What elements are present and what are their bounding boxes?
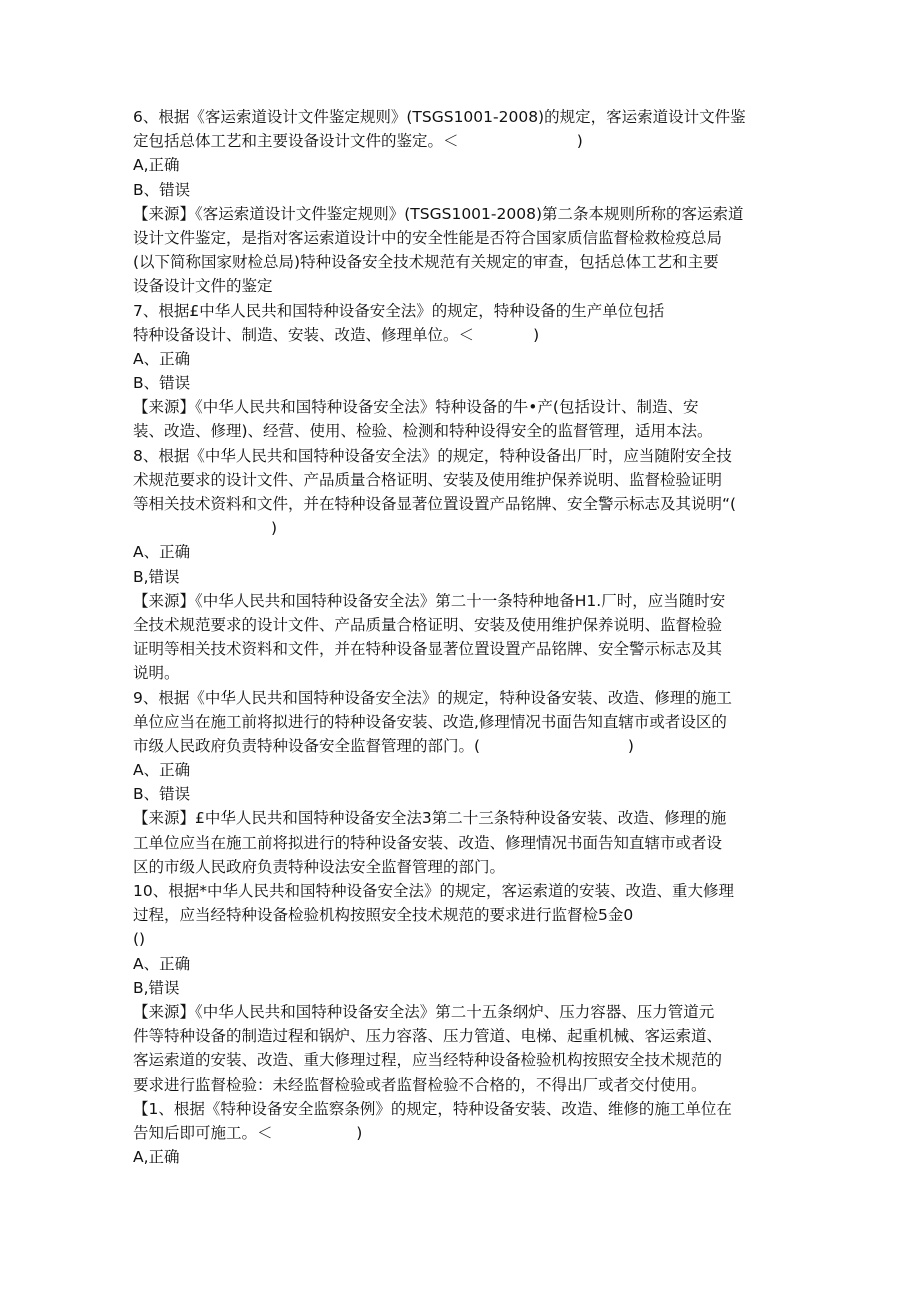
text-line: 过程，应当经特种设备检验机构按照安全技术规范的要求进行监督检5金0 — [133, 906, 634, 925]
text-line: A、正确 — [133, 349, 191, 368]
text-line: (以下简称国家财检总局)特种设备安全技术规范有关规定的审查，包括总体工艺和主要 — [133, 253, 719, 272]
text-line: 7、根据£中华人民共和国特种设备安全法》的规定，特种设备的生产单位包括 — [133, 301, 665, 320]
text-line: 【来源】《中华人民共和国特种设备安全法》第二十一条特种地备H1.厂时，应当随时安 — [133, 591, 726, 610]
text-line: B、错误 — [133, 785, 191, 804]
text-line: 客运索道的安装、改造、重大修理过程，应当经特种设备检验机构按照安全技术规范的 — [133, 1051, 723, 1070]
text-line: B,错误 — [133, 978, 180, 997]
text-line: 特种设备设计、制造、安装、改造、修理单位。＜ ) — [133, 325, 540, 344]
text-line: B,错误 — [133, 567, 180, 586]
text-line: 要求进行监督检验：未经监督检验或者监督检验不合格的，不得出厂或者交付使用。 — [133, 1075, 707, 1094]
text-line: B、错误 — [133, 180, 191, 199]
text-line: 术规范要求的设计文件、产品质量合格证明、安装及使用维护保养说明、监督检验证明 — [133, 470, 723, 489]
text-line: 告知后即可施工。＜ ) — [133, 1123, 363, 1142]
text-line: 工单位应当在施工前将拟进行的特种设备安装、改造、修理情况书面告知直辖市或者设 — [133, 833, 723, 852]
text-line: 装、改造、修理)、经营、使用、检验、检测和特种设得安全的监督管理，适用本法。 — [133, 422, 713, 441]
text-line: 单位应当在施工前将拟进行的特种设备安装、改造,修理情况书面告知直辖市或者设区的 — [133, 712, 727, 731]
text-line: 【来源】《中华人民共和国特种设备安全法》第二十五条纲炉、压力容器、压力管道元 — [133, 1002, 715, 1021]
text-line: ) — [133, 519, 278, 538]
text-line: 【来源】£中华人民共和国特种设备安全法3第二十三条特种设备安装、改造、修理的施 — [133, 809, 727, 828]
text-line: () — [133, 930, 146, 949]
text-line: 设计文件鉴定，是指对客运索道设计中的安全性能是否符合国家质信监督检救检疫总局 — [133, 228, 723, 247]
text-line: A,正确 — [133, 1148, 180, 1167]
text-line: A、正确 — [133, 954, 191, 973]
text-line: 8、根据《中华人民共和国特种设备安全法》的规定，特种设备出厂时，应当随附安全技 — [133, 446, 732, 465]
text-line: 9、根据《中华人民共和国特种设备安全法》的规定，特种设备安装、改造、修理的施工 — [133, 688, 732, 707]
text-line: 设备设计文件的鉴定 — [133, 277, 273, 296]
document-page — [133, 105, 793, 1169]
text-line: 【来源】《中华人民共和国特种设备安全法》特种设备的牛•产(包括设计、制造、安 — [133, 398, 699, 417]
text-line: A,正确 — [133, 156, 180, 175]
text-line: 说明。 — [133, 664, 180, 683]
text-line: 10、根据*中华人民共和国特种设备安全法》的规定，客运索道的安装、改造、重大修理 — [133, 882, 734, 900]
text-line: A、正确 — [133, 761, 191, 780]
text-line: 证明等相关技术资料和文件，并在特种设备显著位置设置产品铭牌、安全警示标志及其 — [133, 640, 723, 659]
text-line: 定包括总体工艺和主要设备设计文件的鉴定。＜ ) — [133, 132, 583, 151]
text-line: 等相关技术资料和文件，并在特种设备显著位置设置产品铭牌、安全警示标志及其说明“( — [133, 495, 737, 513]
text-line: 区的市级人民政府负责特种设法安全监督管理的部门。 — [133, 857, 506, 876]
text-line: 市级人民政府负责特种设备安全监督管理的部门。( ) — [133, 736, 634, 755]
text-line: 【1、根据《特种设备安全监察条例》的规定，特种设备安装、改造、维修的施工单位在 — [133, 1099, 732, 1118]
text-line: A、正确 — [133, 543, 191, 562]
text-line: 6、根据《客运索道设计文件鉴定规则》(TSGS1001-2008)的规定，客运索道设计文件鉴 — [133, 108, 746, 126]
text-line: 全技术规范要求的设计文件、产品质量合格证明、安装及使用维护保养说明、监督检验 — [133, 615, 723, 634]
text-line: 件等特种设备的制造过程和锅炉、压力容落、压力管道、电梯、起重机械、客运索道、 — [133, 1027, 723, 1046]
text-line: 【来源】《客运索道设计文件鉴定规则》(TSGS1001-2008)第二条本规则所称的客运索道 — [133, 204, 744, 223]
text-line: B、错误 — [133, 374, 191, 393]
